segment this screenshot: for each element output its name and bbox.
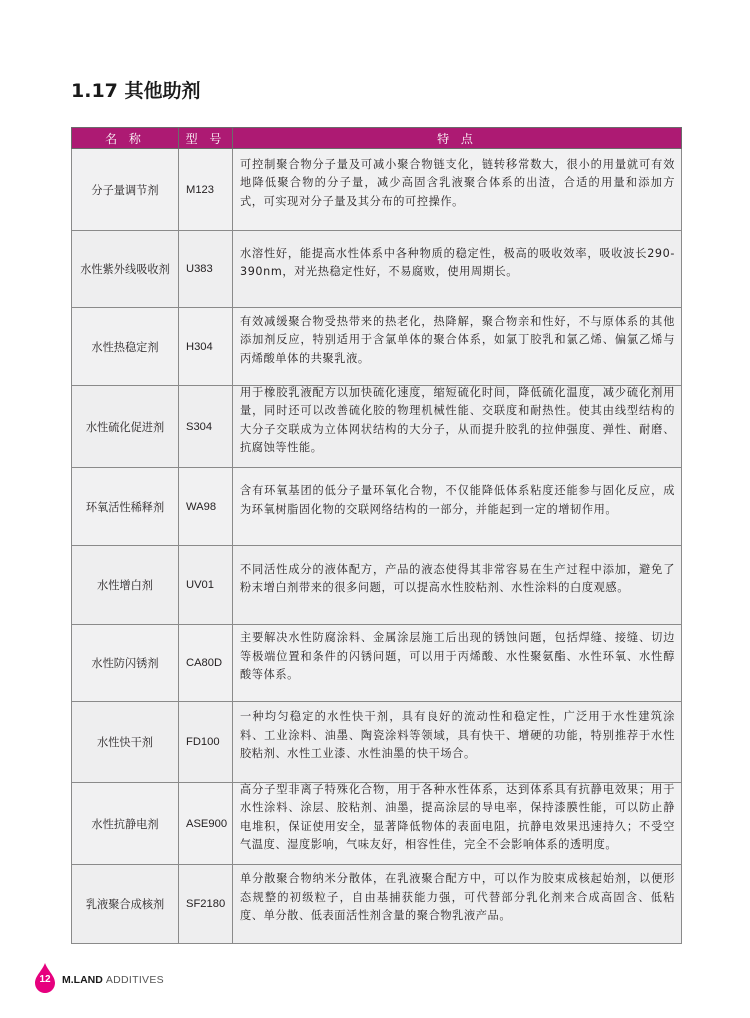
additives-table xyxy=(71,127,682,944)
product-description: 不同活性成分的液体配方，产品的液态使得其非常容易在生产过程中添加，避免了粉末增白剂带来的很多问题，可以提高水性胶粘剂、水性涂料的白度观感。 xyxy=(240,562,675,594)
product-name: 水性防闪锈剂 xyxy=(72,625,179,702)
product-model: SF2180 xyxy=(179,865,233,944)
table-row xyxy=(72,386,682,468)
brand-light: ADDITIVES xyxy=(105,974,164,986)
product-model: UV01 xyxy=(179,546,233,625)
brand-name xyxy=(62,974,164,986)
product-name: 水性快干剂 xyxy=(72,702,179,783)
table-row xyxy=(72,468,682,546)
product-description: 主要解决水性防腐涂料、金属涂层施工后出现的锈蚀问题，包括焊缝、接缝、切边等极端位置和条件的闪锈问题，可以用于丙烯酸、水性聚氨酯、水性环氧、水性醇酸等体系。 xyxy=(240,631,675,682)
product-model: S304 xyxy=(179,386,233,468)
product-name: 水性热稳定剂 xyxy=(72,308,179,386)
product-model: WA98 xyxy=(179,468,233,546)
product-name: 环氧活性稀释剂 xyxy=(72,468,179,546)
product-model: CA80D xyxy=(179,625,233,702)
product-name: 乳液聚合成核剂 xyxy=(72,865,179,944)
product-description: 水溶性好，能提高水性体系中各种物质的稳定性，极高的吸收效率，吸收波长290-390nm，对光热稳定性好，不易腐败，使用周期长。 xyxy=(240,246,675,278)
table-row xyxy=(72,231,682,308)
page-number: 12 xyxy=(39,974,51,985)
section-title: 1.17 其他助剂 xyxy=(71,80,201,102)
product-name: 水性增白剂 xyxy=(72,546,179,625)
product-description: 一种均匀稳定的水性快干剂，具有良好的流动性和稳定性，广泛用于水性建筑涂料、工业涂料、油墨、陶瓷涂料等领域，具有快干、增硬的功能，特别推荐于水性胶粘剂、水性工业漆、水性油墨的快干场合。 xyxy=(240,710,675,761)
product-name: 分子量调节剂 xyxy=(72,149,179,231)
brand-bold: M.LAND xyxy=(62,974,103,986)
product-model: U383 xyxy=(179,231,233,308)
column-header-model: 型 号 xyxy=(179,128,233,149)
product-model: ASE900 xyxy=(179,783,233,865)
table-row xyxy=(72,702,682,783)
product-name: 水性紫外线吸收剂 xyxy=(72,231,179,308)
product-model: H304 xyxy=(179,308,233,386)
product-description: 可控制聚合物分子量及可减小聚合物链支化，链转移常数大，很小的用量就可有效地降低聚合物的分子量，减少高固含乳液聚合体系的出渣，合适的用量和添加方式，可实现对分子量及其分布的可控操作。 xyxy=(240,157,675,208)
table-row xyxy=(72,783,682,865)
table-row xyxy=(72,865,682,944)
table-row xyxy=(72,625,682,702)
table-header-row xyxy=(72,128,682,149)
table-row xyxy=(72,546,682,625)
table-row xyxy=(72,149,682,231)
product-name: 水性抗静电剂 xyxy=(72,783,179,865)
column-header-name: 名 称 xyxy=(72,128,179,149)
product-description: 高分子型非离子特殊化合物，用于各种水性体系，达到体系具有抗静电效果；用于水性涂料、涂层、胶粘剂、油墨，提高涂层的导电率，保持漆膜性能，可以防止静电堆积，保证使用安全，显著降低物体的表面电阻，抗静电效果迅速持久；不受空气温度、湿度影响，气味友好，相容性佳，完全不会影响体系的透明度。 xyxy=(240,782,675,851)
product-model: M123 xyxy=(179,149,233,231)
column-header-feature: 特 点 xyxy=(233,128,682,149)
table-row xyxy=(72,308,682,386)
product-name: 水性硫化促进剂 xyxy=(72,386,179,468)
product-model: FD100 xyxy=(179,702,233,783)
product-description: 单分散聚合物纳米分散体，在乳液聚合配方中，可以作为胶束成核起始剂，以便形态规整的初级粒子，自由基捕获能力强，可代替部分乳化剂来合成高固含、低粘度、单分散、低表面活性剂含量的聚合物乳液产品。 xyxy=(240,872,675,923)
product-description: 含有环氧基团的低分子量环氧化合物，不仅能降低体系粘度还能参与固化反应，成为环氧树脂固化物的交联网络结构的一部分，并能起到一定的增韧作用。 xyxy=(240,484,675,516)
product-description: 有效减缓聚合物受热带来的热老化，热降解，聚合物亲和性好，不与原体系的其他添加剂反应，特别适用于含氯单体的聚合体系，如氯丁胶乳和氯乙烯、偏氯乙烯与丙烯酸单体的共聚乳液。 xyxy=(240,314,675,365)
product-description: 用于橡胶乳液配方以加快硫化速度，缩短硫化时间，降低硫化温度，减少硫化剂用量，同时还可以改善硫化胶的物理机械性能、交联度和耐热性。使其由线型结构的大分子交联成为立体网状结构的大分子，从而提升胶乳的拉伸强度、弹性、耐磨、抗腐蚀等性能。 xyxy=(240,385,675,454)
